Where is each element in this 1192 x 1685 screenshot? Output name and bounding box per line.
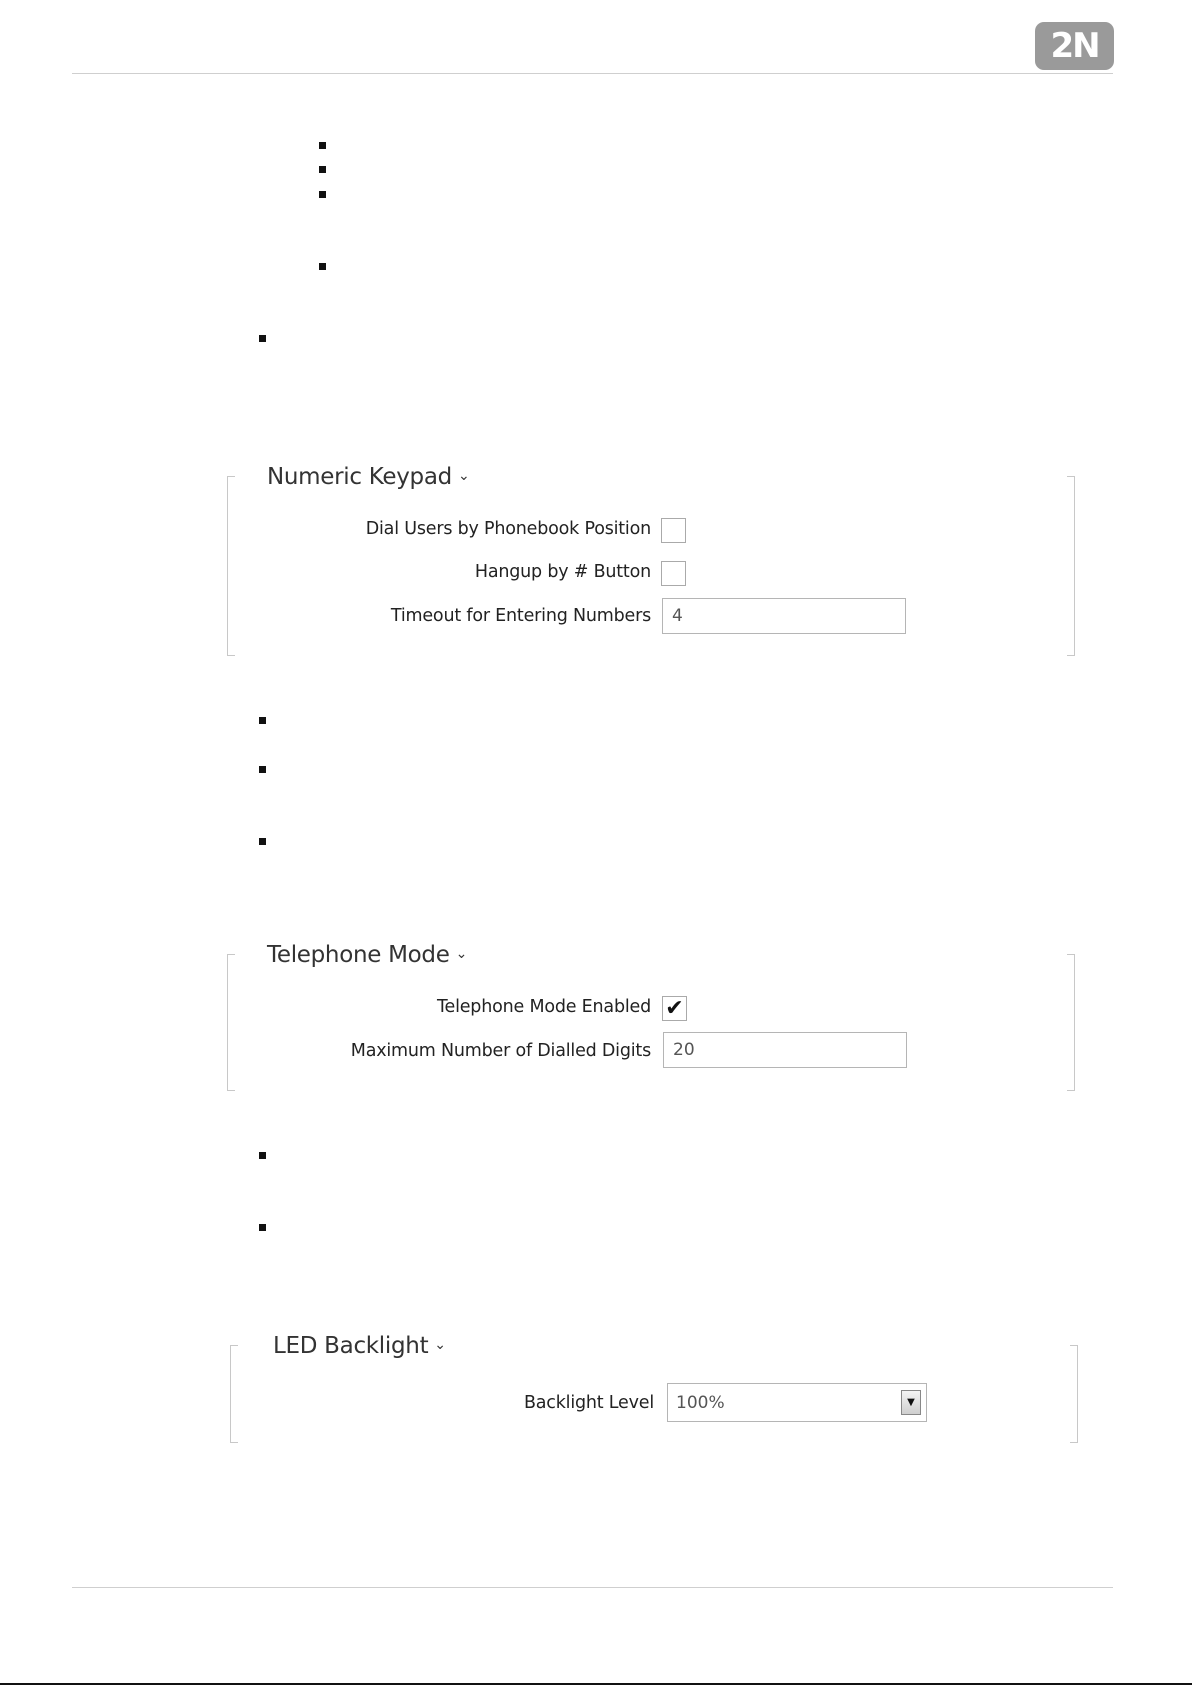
backlight-level-select[interactable]	[667, 1383, 927, 1422]
footer-divider	[72, 1587, 1113, 1588]
max-digits-input[interactable]	[663, 1032, 907, 1068]
telephone-mode-enabled-label: Telephone Mode Enabled	[437, 997, 651, 1017]
list-bullet	[259, 766, 266, 773]
list-bullet	[319, 142, 326, 149]
chevron-down-icon[interactable]: ⌄	[434, 1337, 446, 1353]
chevron-down-icon[interactable]: ⌄	[457, 468, 470, 484]
panel-title-text: Numeric Keypad	[267, 464, 452, 490]
list-bullet	[259, 838, 266, 845]
backlight-level-label: Backlight Level	[523, 1393, 654, 1413]
panel-bracket-left	[230, 1345, 238, 1443]
list-bullet	[319, 166, 326, 173]
checkmark-icon: ✔	[665, 995, 684, 1021]
timeout-label: Timeout for Entering Numbers	[390, 606, 651, 626]
timeout-input[interactable]	[662, 598, 906, 634]
brand-logo	[1035, 22, 1114, 70]
telephone-mode-title[interactable]	[267, 942, 467, 968]
list-bullet	[259, 335, 266, 342]
max-digits-value: 20	[673, 1040, 695, 1060]
timeout-value: 4	[672, 606, 683, 626]
panel-bracket-left	[227, 476, 235, 656]
dropdown-arrow-icon[interactable]: ▼	[901, 1390, 921, 1415]
panel-title-text: LED Backlight	[273, 1333, 429, 1359]
dial-users-label: Dial Users by Phonebook Position	[365, 519, 651, 539]
led-backlight-title[interactable]	[273, 1333, 446, 1359]
dial-users-checkbox[interactable]	[661, 518, 686, 543]
chevron-down-icon[interactable]: ⌄	[455, 946, 468, 962]
telephone-mode-enabled-checkbox[interactable]	[662, 996, 687, 1021]
list-bullet	[319, 263, 326, 270]
logo-text: 2N	[1050, 26, 1099, 66]
list-bullet	[259, 717, 266, 724]
numeric-keypad-title[interactable]	[267, 464, 469, 490]
hangup-label: Hangup by # Button	[474, 562, 651, 582]
panel-bracket-left	[227, 954, 235, 1091]
max-digits-label: Maximum Number of Dialled Digits	[350, 1041, 651, 1061]
backlight-level-value: 100%	[676, 1392, 725, 1413]
telephone-mode-panel	[227, 954, 1075, 1091]
list-bullet	[259, 1152, 266, 1159]
panel-title-text: Telephone Mode	[267, 942, 450, 968]
list-bullet	[319, 191, 326, 198]
panel-bracket-right	[1067, 954, 1075, 1091]
hangup-checkbox[interactable]	[661, 561, 686, 586]
panel-bracket-right	[1070, 1345, 1078, 1443]
led-backlight-panel	[230, 1345, 1078, 1443]
list-bullet	[259, 1224, 266, 1231]
panel-bracket-right	[1067, 476, 1075, 656]
numeric-keypad-panel	[227, 476, 1075, 656]
header-divider	[72, 73, 1113, 74]
